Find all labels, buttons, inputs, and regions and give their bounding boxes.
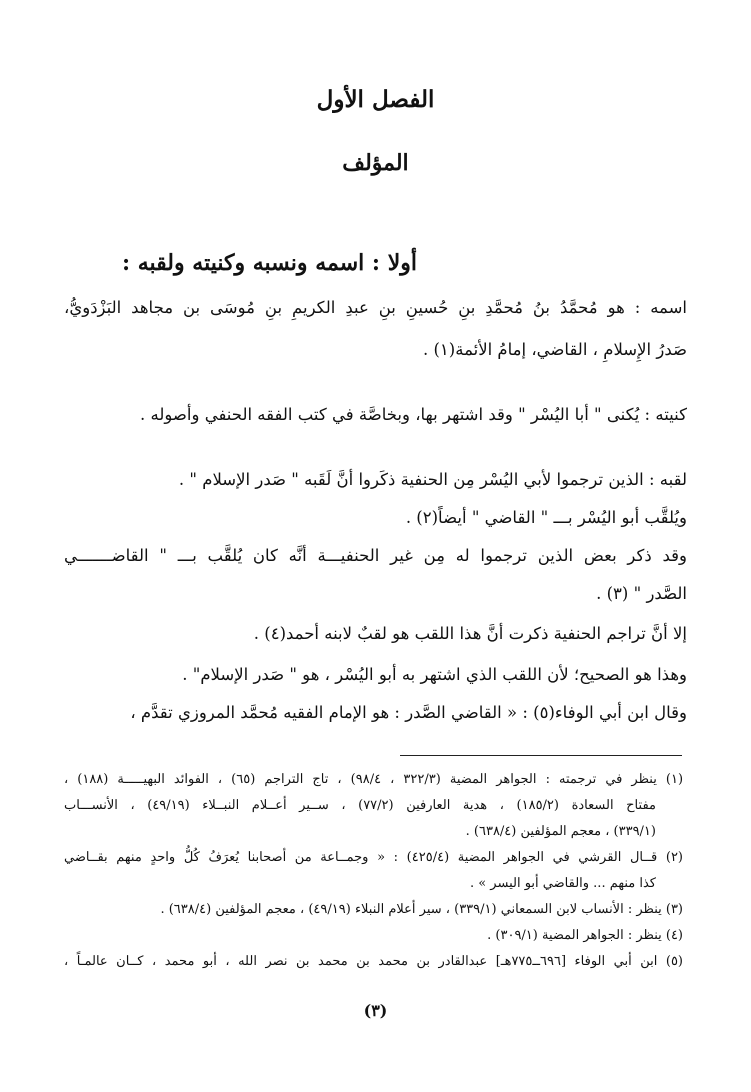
body-line-laqab-qadi: ويُلقَّب أبو اليُسْر بـــ " القاضي " أيضاً(٢) . bbox=[405, 508, 687, 527]
section-heading: أولا : اسمه ونسبه وكنيته ولقبه : bbox=[121, 250, 417, 276]
body-line-tarajim: إلا أنَّ تراجم الحنفية ذكرت أنَّ هذا اللقب هو لقبٌ لابنه أحمد(٤) . bbox=[253, 624, 687, 643]
footnote-5: (٥) ابن أبي الوفاء [٦٩٦ــ٧٧٥هـ] عبدالقادر بن محمد بن محمد بن نصر الله ، أبو محمد ، كــان عالمـاً ، bbox=[64, 954, 683, 969]
footnote-1: (١) ينظر في ترجمته : الجواهر المضية (٣٢٢/٣ ، ٩٨/٤) ، تاج التراجم (٦٥) ، الفوائد البهيـــــة (١٨٨) ، bbox=[64, 772, 684, 787]
body-line-laqab: لقبه : الذين ترجموا لأبي اليُسْر مِن الحنفية ذكَروا أنَّ لَقَبه " صَدر الإسلام " . bbox=[178, 470, 687, 489]
chapter-subtitle: المؤلف bbox=[342, 150, 409, 176]
body-line-name-cont: صَدرُ الإِسلامِ ، القاضي، إمامُ الأئمة(١) . bbox=[422, 340, 687, 359]
chapter-title: الفصل الأول bbox=[316, 86, 435, 113]
footnote-1-cont: مفتاح السعادة (١٨٥/٢) ، هدية العارفين (٧٧/٢) ، ســير أعــلام النبــلاء (٤٩/١٩) ، الأنســـاب bbox=[64, 798, 656, 813]
footnote-2-cont: كذا منهم ... والقاضي أبو اليسر » . bbox=[469, 876, 656, 891]
body-line-name: اسمه : هو مُحمَّدُ بنُ مُحمَّدِ بنِ حُسينِ بنِ عبدِ الكريمِ بنِ مُوسَى بن مجاهد البَزْدَويُّ، bbox=[64, 298, 687, 317]
body-line-kunya: كنيته : يُكنى " أبا اليُسْر " وقد اشتهر بها، وبخاصَّة في كتب الفقه الحنفي وأصوله . bbox=[140, 405, 687, 424]
footnote-1-end: (٣٣٩/١) ، معجم المؤلفين (٦٣٨/٤) . bbox=[465, 824, 656, 839]
footnote-divider bbox=[400, 755, 682, 756]
page-number: (٣) bbox=[363, 1001, 388, 1020]
body-line-quote: وقال ابن أبي الوفاء(٥) : « القاضي الصَّدر : هو الإمام الفقيه مُحمَّد المروزي تقدَّم ، bbox=[130, 703, 687, 722]
footnote-4: (٤) ينظر : الجواهر المضية (٣٠٩/١) . bbox=[487, 928, 683, 943]
footnote-2: (٢) قــال القرشي في الجواهر المضية (٤٢٥/٤) : « وجمــاعة من أصحابنا يُعرَفُ كُلُّ واحدٍ منهم بقــاضي bbox=[64, 850, 683, 865]
footnote-3: (٣) ينظر : الأنساب لابن السمعاني (٣٣٩/١) ، سير أعلام النبلاء (٤٩/١٩) ، معجم المؤلفين (٦٣٨/٤) . bbox=[160, 902, 683, 917]
body-line-sahih: وهذا هو الصحيح؛ لأن اللقب الذي اشتهر به أبو اليُسْر ، هو " صَدر الإسلام" . bbox=[182, 665, 687, 684]
body-line-sadr: الصَّدر " (٣) . bbox=[596, 584, 687, 603]
body-line-non-hanafi: وقد ذكر بعض الذين ترجموا له مِن غير الحنفيـــة أنَّه كان يُلقَّب بـــ " القاضـــــــي bbox=[64, 546, 687, 565]
